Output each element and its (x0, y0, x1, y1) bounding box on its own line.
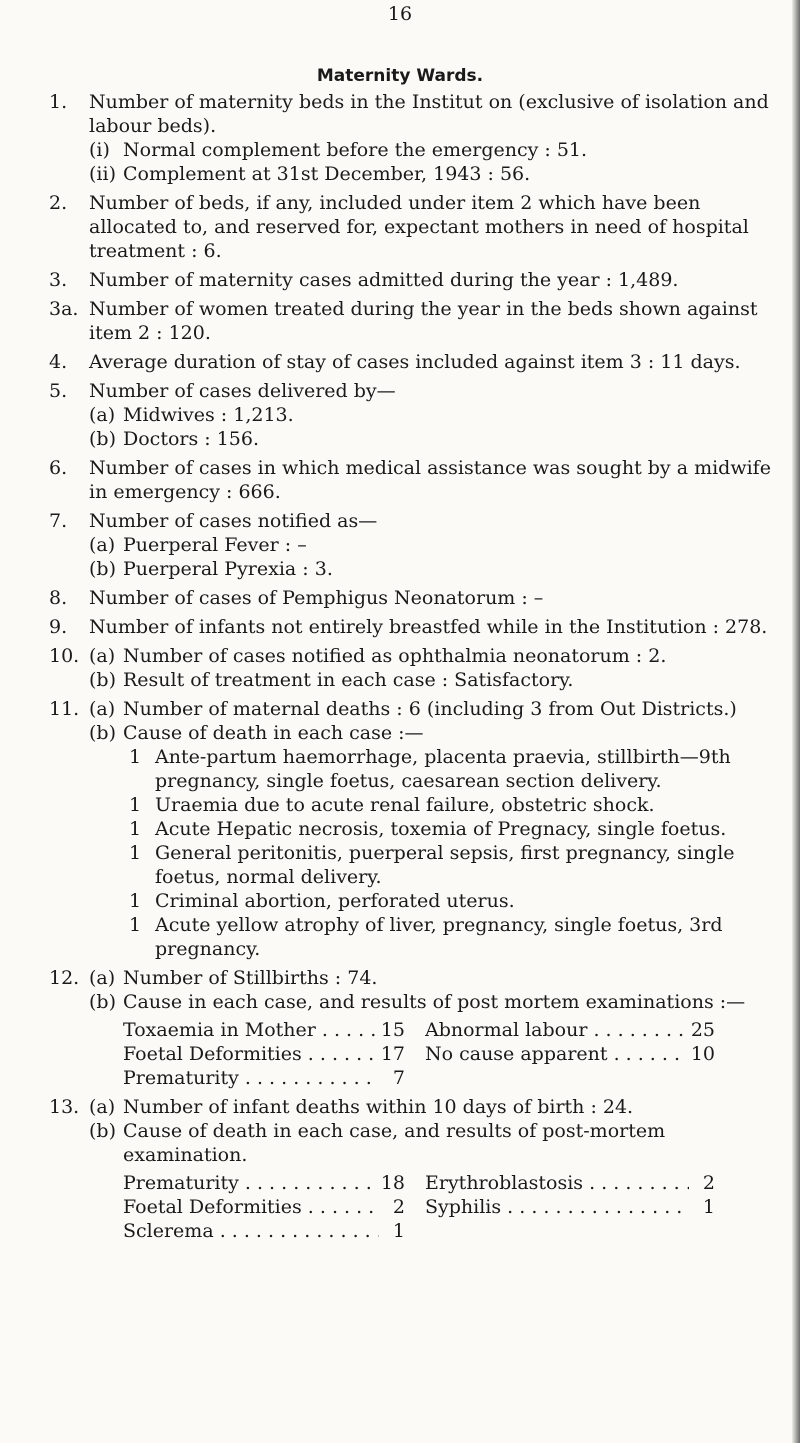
item-content (89, 615, 779, 639)
item-content (89, 586, 779, 610)
stat-value: 25 (690, 1019, 715, 1041)
stat-label: Erythroblastosis . . . (425, 1171, 689, 1195)
item-number: 3. (49, 269, 68, 291)
stat-label: Prematurity . . . (123, 1171, 375, 1195)
list-item (49, 350, 779, 374)
stat-value: 2 (702, 1172, 715, 1194)
stat-row (123, 1042, 405, 1066)
sub-item (89, 557, 779, 581)
item-content (89, 509, 779, 581)
sub-item-label: (a) (89, 645, 116, 667)
item-content (89, 456, 779, 504)
item-content (89, 90, 779, 186)
cause-list (123, 745, 779, 961)
sub-item-text: Puerperal Fever : – (123, 534, 307, 556)
item-number: 8. (49, 587, 68, 609)
sub-item (89, 138, 779, 162)
sub-item-label: (i) (89, 139, 110, 161)
sub-item-text: Puerperal Pyrexia : 3. (123, 558, 333, 580)
sub-item-text: Number of cases notified as ophthalmia neonatorum : 2. (123, 645, 667, 667)
cause-entry (123, 913, 779, 961)
item-content (89, 1095, 779, 1243)
sub-item-label: (a) (89, 404, 116, 426)
stat-row (425, 1042, 715, 1066)
list-item (49, 268, 779, 292)
item-number: 4. (49, 351, 68, 373)
statistics-table (123, 1018, 779, 1090)
cause-entry (123, 745, 779, 793)
cause-entry (123, 817, 779, 841)
sub-item-text: Number of infant deaths within 10 days of birth : 24. (123, 1096, 634, 1118)
list-item (49, 191, 779, 263)
stat-row (123, 1219, 405, 1243)
sub-item-text: Result of treatment in each case : Satisfactory. (123, 669, 574, 691)
sub-item (89, 403, 779, 427)
item-text: Number of cases delivered by— (89, 380, 396, 402)
page-edge-shadow (792, 0, 800, 1443)
sub-item-label: (a) (89, 698, 116, 720)
sub-item-label: (b) (89, 1120, 116, 1142)
item-text: Average duration of stay of cases included against item 3 : 11 days. (89, 351, 741, 373)
item-number: 3a. (49, 298, 79, 320)
item-number: 5. (49, 380, 68, 402)
stat-row (425, 1018, 715, 1042)
cause-count: 1 (129, 794, 142, 816)
list-item (49, 379, 779, 451)
list-item (49, 90, 779, 186)
item-content (89, 644, 779, 692)
section-title: Maternity Wards. (316, 66, 484, 86)
stat-value: 7 (392, 1067, 405, 1089)
cause-count: 1 (129, 818, 142, 840)
sub-item-label: (a) (89, 1096, 116, 1118)
cause-text: Criminal abortion, perforated uterus. (155, 890, 515, 912)
cause-entry (123, 889, 779, 913)
sub-item-text: Cause of death in each case, and results of post-mortem examination. (123, 1120, 666, 1166)
sub-item-text: Number of Stillbirths : 74. (123, 967, 378, 989)
stat-label: Abnormal labour . . . (425, 1018, 685, 1042)
item-number: 9. (49, 616, 68, 638)
stat-value: 1 (392, 1220, 405, 1242)
stat-label: Syphilis . . . (425, 1195, 689, 1219)
cause-text: General peritonitis, puerperal sepsis, first pregnancy, single foetus, normal delivery. (155, 842, 735, 888)
cause-text: Acute yellow atrophy of liver, pregnancy, single foetus, 3rd pregnancy. (155, 914, 723, 960)
stat-label: Toxaemia in Mother . . . (123, 1018, 375, 1042)
item-content (89, 191, 779, 263)
item-content (89, 379, 779, 451)
cause-entry (123, 793, 779, 817)
item-number: 1. (49, 91, 68, 113)
item-number: 12. (49, 967, 80, 989)
cause-text: Uraemia due to acute renal failure, obstetric shock. (155, 794, 655, 816)
item-list (49, 90, 779, 1248)
item-text: Number of beds, if any, included under item 2 which have been allocated to, and reserved for, expectant mothers in need of hospital treatment : 6. (89, 192, 749, 262)
sub-item (89, 1095, 779, 1119)
item-text: Number of maternity beds in the Institut on (exclusive of isolation and labour beds). (89, 91, 769, 137)
stat-label: Prematurity . . . (123, 1066, 379, 1090)
sub-item-label: (b) (89, 428, 116, 450)
list-item (49, 966, 779, 1090)
item-text: Number of infants not entirely breastfed while in the Institution : 278. (89, 616, 768, 638)
sub-item-text: Number of maternal deaths : 6 (including 3 from Out Districts.) (123, 698, 737, 720)
sub-item (89, 990, 779, 1014)
stat-row (123, 1018, 405, 1042)
sub-item-label: (a) (89, 967, 116, 989)
sub-item-text: Normal complement before the emergency : 51. (123, 139, 588, 161)
item-content (89, 350, 779, 374)
cause-count: 1 (129, 842, 142, 864)
item-content (89, 297, 779, 345)
sub-item-text: Midwives : 1,213. (123, 404, 294, 426)
stat-label: Foetal Deformities . . . (123, 1042, 375, 1066)
item-text: Number of women treated during the year in the beds shown against item 2 : 120. (89, 298, 758, 344)
list-item (49, 297, 779, 345)
stat-label: No cause apparent . . . (425, 1042, 685, 1066)
sub-item-text: Cause in each case, and results of post mortem examinations :— (123, 991, 746, 1013)
item-content (89, 966, 779, 1090)
stat-row (123, 1195, 405, 1219)
stat-value: 15 (380, 1019, 405, 1041)
stat-value: 1 (702, 1196, 715, 1218)
stat-value: 2 (392, 1196, 405, 1218)
sub-item (89, 721, 779, 745)
item-number: 11. (49, 698, 80, 720)
list-item (49, 1095, 779, 1243)
cause-text: Acute Hepatic necrosis, toxemia of Pregnacy, single foetus. (155, 818, 727, 840)
sub-item-label: (b) (89, 722, 116, 744)
sub-item (89, 1119, 779, 1167)
sub-item (89, 533, 779, 557)
sub-item-text: Cause of death in each case :— (123, 722, 424, 744)
stat-row (123, 1066, 405, 1090)
item-number: 7. (49, 510, 68, 532)
item-text: Number of cases of Pemphigus Neonatorum : – (89, 587, 544, 609)
item-text: Number of cases notified as— (89, 510, 378, 532)
cause-count: 1 (129, 746, 142, 768)
sub-item-label: (ii) (89, 163, 116, 185)
item-number: 2. (49, 192, 68, 214)
page-number: 16 (387, 3, 413, 25)
item-number: 10. (49, 645, 80, 667)
cause-count: 1 (129, 890, 142, 912)
item-number: 6. (49, 457, 68, 479)
sub-item (89, 162, 779, 186)
list-item (49, 644, 779, 692)
stat-row (425, 1171, 715, 1195)
sub-item (89, 697, 779, 721)
item-content (89, 268, 779, 292)
stat-value: 10 (690, 1043, 715, 1065)
cause-entry (123, 841, 779, 889)
list-item (49, 509, 779, 581)
sub-item-label: (a) (89, 534, 116, 556)
sub-item-label: (b) (89, 991, 116, 1013)
cause-text: Ante-partum haemorrhage, placenta praevia, stillbirth—9th pregnancy, single foetus, caesarean section delivery. (155, 746, 731, 792)
item-number: 13. (49, 1096, 80, 1118)
statistics-table (123, 1171, 779, 1243)
item-content (89, 697, 779, 961)
stat-row (123, 1171, 405, 1195)
sub-item (89, 644, 779, 668)
stat-row (425, 1195, 715, 1219)
list-item (49, 697, 779, 961)
stat-label: Foetal Deformities . . . (123, 1195, 379, 1219)
sub-item-text: Doctors : 156. (123, 428, 260, 450)
sub-item (89, 427, 779, 451)
sub-item-label: (b) (89, 558, 116, 580)
stat-value: 17 (380, 1043, 405, 1065)
sub-item-text: Complement at 31st December, 1943 : 56. (123, 163, 531, 185)
list-item (49, 456, 779, 504)
list-item (49, 586, 779, 610)
sub-item (89, 668, 779, 692)
stat-value: 18 (380, 1172, 405, 1194)
stat-label: Sclerema . . . (123, 1219, 379, 1243)
cause-count: 1 (129, 914, 142, 936)
sub-item (89, 966, 779, 990)
sub-item-label: (b) (89, 669, 116, 691)
item-text: Number of maternity cases admitted during the year : 1,489. (89, 269, 679, 291)
item-text: Number of cases in which medical assistance was sought by a midwife in emergency : 666. (89, 457, 771, 503)
list-item (49, 615, 779, 639)
